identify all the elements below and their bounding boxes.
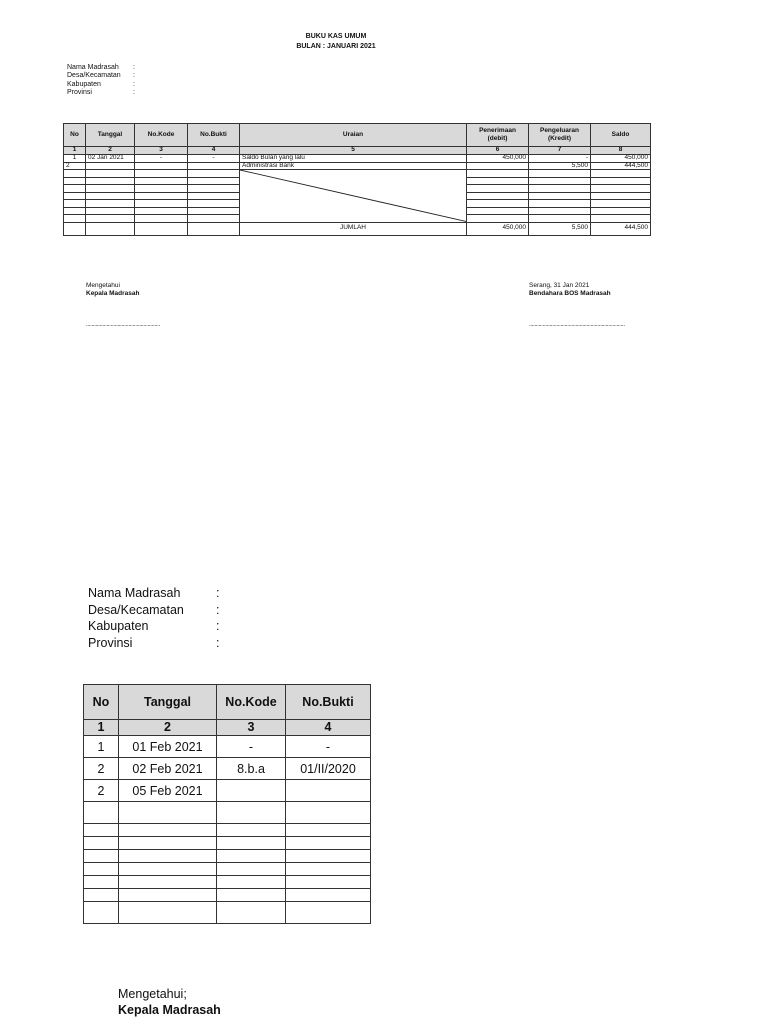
place-date: Serang, 31 Jan 2021	[529, 282, 590, 289]
cell-code	[217, 780, 286, 802]
info-label: Desa/Kecamatan	[67, 72, 121, 80]
info-label: Nama Madrasah	[67, 64, 119, 71]
cash-book-table-page2	[83, 684, 371, 924]
principal-title: Kepala Madrasah	[86, 290, 140, 297]
column-header: No.Bukti	[286, 685, 371, 720]
column-header: Tanggal	[86, 124, 135, 147]
cell-receipt: -	[286, 736, 371, 758]
column-header: Tanggal	[119, 685, 217, 720]
column-number: 8	[591, 147, 651, 155]
column-header: Pengeluaran (Kredit)	[529, 124, 591, 147]
school-info-page2	[88, 585, 219, 651]
empty-row	[64, 170, 651, 178]
table-row	[84, 758, 371, 780]
column-header: Uraian	[240, 124, 467, 147]
signature-line-left: ......................................................	[86, 322, 160, 328]
table-row	[84, 736, 371, 758]
school-info	[67, 64, 135, 98]
cell-code	[135, 162, 188, 170]
column-header: No.Kode	[217, 685, 286, 720]
column-header: No.Kode	[135, 124, 188, 147]
acknowledged-label: Mengetahui	[86, 282, 120, 289]
column-number: 4	[188, 147, 240, 155]
info-colon: :	[133, 72, 135, 80]
empty-row	[84, 863, 371, 876]
info-colon: :	[133, 80, 135, 88]
total-balance: 444,500	[591, 222, 651, 235]
empty-row	[84, 837, 371, 850]
cell-no: 2	[84, 780, 119, 802]
column-number: 7	[529, 147, 591, 155]
table-row	[64, 155, 651, 163]
cell-balance: 444,500	[591, 162, 651, 170]
cell-code: -	[135, 155, 188, 163]
document-subtitle: BULAN : JANUARI 2021	[296, 43, 376, 50]
signature-line-right: ......................................................................	[529, 322, 625, 328]
column-number: 1	[84, 720, 119, 736]
info-row	[88, 635, 219, 652]
info-label: Nama Madrasah	[88, 586, 181, 600]
info-row	[88, 602, 219, 619]
info-colon: :	[133, 89, 135, 97]
column-header: No.Bukti	[188, 124, 240, 147]
info-label: Desa/Kecamatan	[88, 602, 184, 617]
treasurer-title: Bendahara BOS Madrasah	[529, 290, 611, 297]
info-colon: :	[133, 64, 135, 71]
info-label: Provinsi	[67, 89, 92, 97]
cell-debit: 450,000	[467, 155, 529, 163]
cell-date: 05 Feb 2021	[119, 780, 217, 802]
column-number: 2	[119, 720, 217, 736]
info-row	[88, 585, 219, 602]
cell-date	[86, 162, 135, 170]
column-number: 4	[286, 720, 371, 736]
cell-receipt: 01/II/2020	[286, 758, 371, 780]
info-label: Kabupaten	[88, 619, 149, 633]
column-header: Saldo	[591, 124, 651, 147]
cell-receipt	[188, 162, 240, 170]
empty-row	[84, 850, 371, 863]
info-row	[67, 89, 135, 97]
empty-row	[84, 889, 371, 902]
info-row	[88, 618, 219, 635]
signature-right	[529, 282, 611, 298]
info-row	[67, 81, 135, 89]
cell-no: 2	[84, 758, 119, 780]
principal-title: Kepala Madrasah	[118, 1003, 221, 1017]
column-header: No	[84, 685, 119, 720]
cell-credit: 5,500	[529, 162, 591, 170]
empty-row	[84, 802, 371, 824]
cell-code: -	[217, 736, 286, 758]
info-colon: :	[216, 602, 220, 617]
table-row	[84, 780, 371, 802]
diagonal-line	[240, 170, 466, 222]
cell-receipt	[286, 780, 371, 802]
total-row	[64, 222, 651, 235]
column-number: 3	[217, 720, 286, 736]
cancel-diagonal	[240, 170, 467, 223]
column-number: 6	[467, 147, 529, 155]
cell-receipt: -	[188, 155, 240, 163]
total-debit: 450,000	[467, 222, 529, 235]
cell-no: 1	[84, 736, 119, 758]
document-title: BUKU KAS UMUM	[305, 33, 367, 40]
signature-left	[86, 282, 139, 298]
cell-description: Administrasi Bank	[240, 162, 467, 170]
table-row	[64, 162, 651, 170]
cell-date: 02 Jan 2021	[86, 155, 135, 163]
info-colon: :	[216, 635, 220, 650]
info-colon: :	[216, 619, 220, 633]
total-credit: 5,500	[529, 222, 591, 235]
info-label: Provinsi	[88, 635, 133, 650]
info-label: Kabupaten	[67, 80, 101, 88]
cell-debit	[467, 162, 529, 170]
total-label: JUMLAH	[240, 222, 467, 235]
acknowledged-label: Mengetahui;	[118, 987, 187, 1001]
cell-description: Saldo Bulan yang lalu	[240, 155, 467, 163]
column-header: No	[64, 124, 86, 147]
cell-balance: 450,000	[591, 155, 651, 163]
column-number: 5	[240, 147, 467, 155]
cell-date: 01 Feb 2021	[119, 736, 217, 758]
cell-credit: -	[529, 155, 591, 163]
cell-date: 02 Feb 2021	[119, 758, 217, 780]
column-number: 2	[86, 147, 135, 155]
cell-no: 1	[64, 155, 86, 163]
cash-book-table	[63, 123, 651, 236]
column-number: 1	[64, 147, 86, 155]
column-header: Penerimaan (debit)	[467, 124, 529, 147]
info-row	[67, 64, 135, 72]
empty-row	[84, 902, 371, 924]
info-colon: :	[216, 586, 220, 600]
empty-row	[84, 824, 371, 837]
info-row	[67, 72, 135, 80]
cell-no: 2	[64, 162, 86, 170]
cell-code: 8.b.a	[217, 758, 286, 780]
signature-page2	[118, 986, 221, 1018]
empty-row	[84, 876, 371, 889]
column-number: 3	[135, 147, 188, 155]
